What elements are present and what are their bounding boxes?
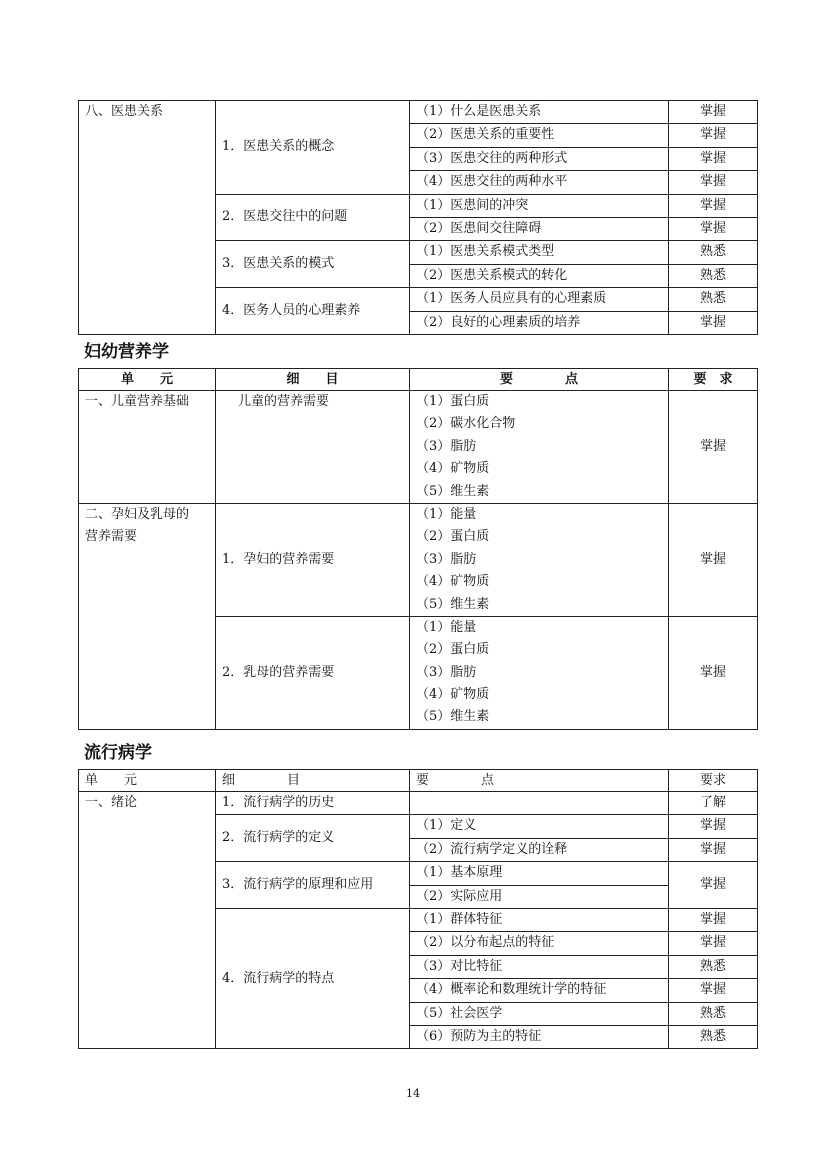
req-cell: 熟悉 [669,1026,758,1049]
point-cell: （5）社会医学 [410,1002,669,1025]
point-line: （3）脂肪 [416,664,477,680]
point-line: （4）矿物质 [416,687,490,703]
section-title-epidemiology: 流行病学 [84,743,152,763]
unit-line: 二、孕妇及乳母的 [85,506,190,522]
point-line: （1）能量 [416,506,477,522]
point-cell: （1）医患间的冲突 [410,194,669,217]
point-line: （1）蛋白质 [416,394,490,409]
req-cell: 掌握 [669,815,758,838]
header-req: 要 求 [669,369,758,391]
point-cell: （2）医患关系的重要性 [410,124,669,147]
point-line: （3）脂肪 [416,551,477,567]
req-cell: 了解 [669,792,758,815]
point-line: （4）矿物质 [416,574,490,590]
header-unit: 单 元 [79,369,216,391]
req-cell: 熟悉 [669,241,758,264]
req-cell: 熟悉 [669,264,758,287]
point-line: （3）脂肪 [416,438,477,454]
detail-cell: 2．医患交往中的问题 [216,194,410,241]
table-header-row [79,770,758,792]
detail-cell: 1．医患关系的概念 [216,101,410,195]
point-cell: （1）什么是医患关系 [410,101,669,124]
detail-cell: 3．医患关系的模式 [216,241,410,288]
unit-cell: 一、儿童营养基础 [79,391,216,504]
point-cell: （3）对比特征 [410,955,669,978]
table-header-row [79,369,758,391]
point-line: （1）能量 [416,619,477,635]
req-cell: 掌握 [669,391,758,504]
point-line: （5）维生素 [416,709,490,725]
req-cell: 掌握 [669,616,758,729]
point-cell: （1）定义 [410,815,669,838]
unit-cell: 八、医患关系 [79,101,216,335]
detail-cell: 1．流行病学的历史 [216,792,410,815]
req-cell: 掌握 [669,503,758,616]
detail-cell: 2．流行病学的定义 [216,815,410,862]
point-line: （2）碳水化合物 [416,416,516,432]
point-line: （5）维生素 [416,596,490,612]
point-cell [410,792,669,815]
detail-cell: 4．医务人员的心理素养 [216,288,410,335]
point-cell: （2）实际应用 [410,885,669,908]
unit-line: 营养需要 [85,529,138,545]
unit-cell [79,503,216,729]
req-cell: 掌握 [669,862,758,909]
page-number: 14 [406,1087,420,1100]
point-cell: （1）基本原理 [410,862,669,885]
header-points: 要 点 [410,369,669,391]
point-cell: （4）概率论和数理统计学的特征 [410,979,669,1002]
point-cell: （2）良好的心理素质的培养 [410,311,669,334]
point-line: （5）维生素 [416,483,490,499]
points-cell [410,616,669,729]
req-cell: 熟悉 [669,288,758,311]
point-line: （4）矿物质 [416,461,490,477]
req-cell: 掌握 [669,909,758,932]
req-cell: 掌握 [669,218,758,241]
points-cell [410,391,669,504]
detail-cell: 1．孕妇的营养需要 [216,503,410,616]
req-cell: 熟悉 [669,955,758,978]
point-line: （2）蛋白质 [416,642,490,658]
point-cell: （4）医患交往的两种水平 [410,171,669,194]
table-row [79,503,758,616]
point-cell: （2）以分布起点的特征 [410,932,669,955]
table-doctor-patient [78,100,758,335]
req-cell: 掌握 [669,311,758,334]
req-cell: 掌握 [669,101,758,124]
point-cell: （6）预防为主的特征 [410,1026,669,1049]
section-title-maternal-nutrition: 妇幼营养学 [84,342,169,362]
point-cell: （2）流行病学定义的诠释 [410,838,669,861]
req-cell: 掌握 [669,194,758,217]
req-cell: 熟悉 [669,1002,758,1025]
header-detail: 细 目 [216,770,410,792]
req-cell: 掌握 [669,932,758,955]
req-cell: 掌握 [669,147,758,170]
point-line: （2）蛋白质 [416,529,490,545]
point-cell: （3）医患交往的两种形式 [410,147,669,170]
point-cell: （1）群体特征 [410,909,669,932]
points-cell [410,503,669,616]
table-row [79,792,758,815]
point-cell: （2）医患关系模式的转化 [410,264,669,287]
unit-cell: 一、绪论 [79,792,216,1049]
table-maternal-nutrition [78,368,758,730]
point-cell: （1）医患关系模式类型 [410,241,669,264]
req-cell: 掌握 [669,979,758,1002]
table-epidemiology [78,769,758,1049]
header-unit: 单 元 [79,770,216,792]
detail-cell: 3．流行病学的原理和应用 [216,862,410,909]
header-detail: 细 目 [216,369,410,391]
req-cell: 掌握 [669,124,758,147]
detail-cell: 2．乳母的营养需要 [216,616,410,729]
req-cell: 掌握 [669,838,758,861]
header-req: 要求 [669,770,758,792]
detail-cell: 4．流行病学的特点 [216,909,410,1049]
point-cell: （1）医务人员应具有的心理素质 [410,288,669,311]
header-points: 要 点 [410,770,669,792]
table-row [79,101,758,124]
point-cell: （2）医患间交往障碍 [410,218,669,241]
detail-cell: 儿童的营养需要 [216,391,410,504]
req-cell: 掌握 [669,171,758,194]
table-row [79,391,758,504]
